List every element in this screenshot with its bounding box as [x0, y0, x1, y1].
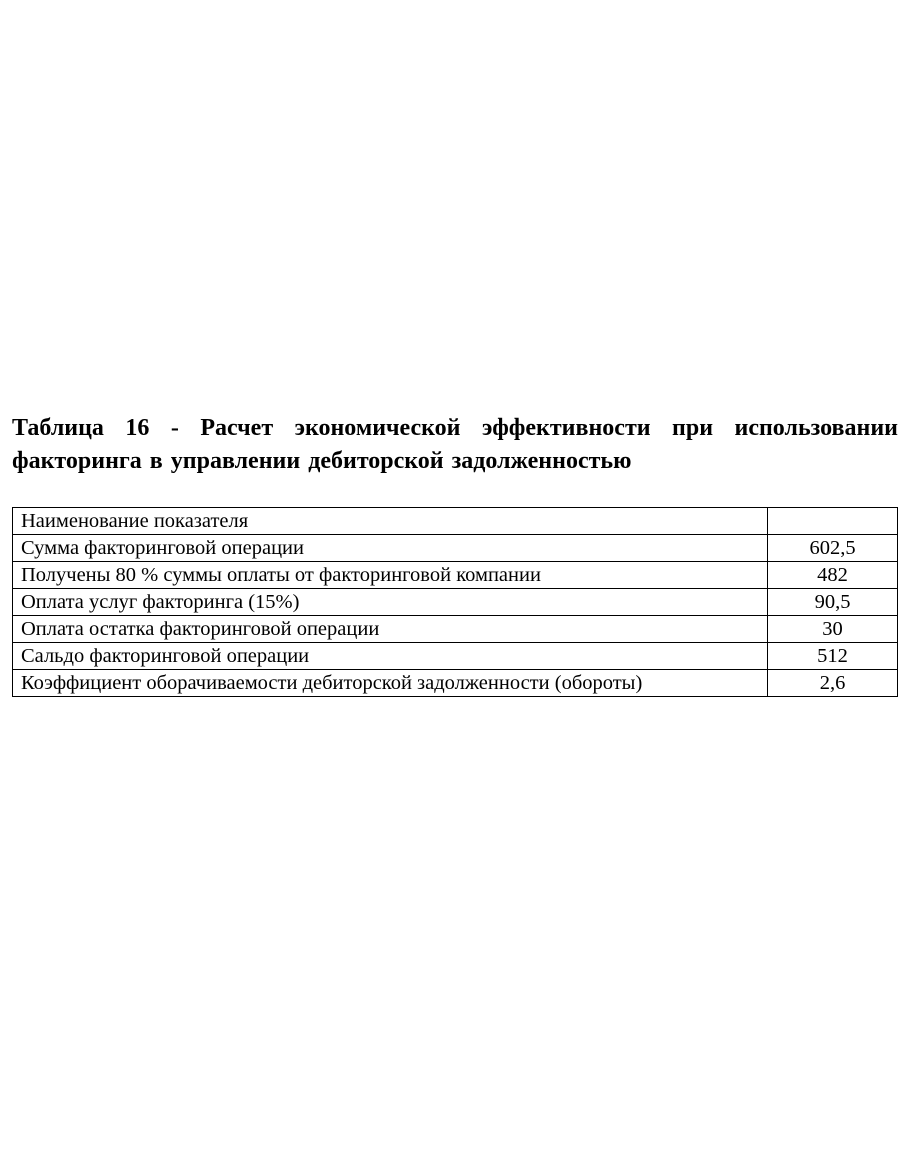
row-name-cell: Оплата остатка факторинговой операции: [13, 616, 768, 643]
row-value-cell: 482: [768, 562, 898, 589]
table-row: [13, 670, 898, 697]
header-cell-value: [768, 508, 898, 535]
header-cell-name: Наименование показателя: [13, 508, 768, 535]
indicator-table: [12, 507, 898, 697]
row-name-cell: Сумма факторинговой операции: [13, 535, 768, 562]
table-row: [13, 562, 898, 589]
row-value-cell: 90,5: [768, 589, 898, 616]
table-row: [13, 589, 898, 616]
row-name-cell: Оплата услуг факторинга (15%): [13, 589, 768, 616]
row-value-cell: 602,5: [768, 535, 898, 562]
table-row: [13, 616, 898, 643]
table-header-row: [13, 508, 898, 535]
table-row: [13, 535, 898, 562]
row-name-cell: Коэффициент оборачиваемости дебиторской задолженности (обороты): [13, 670, 768, 697]
row-value-cell: 512: [768, 643, 898, 670]
row-name-cell: Получены 80 % суммы оплаты от факторинговой компании: [13, 562, 768, 589]
table-row: [13, 643, 898, 670]
table-caption: Таблица 16 - Расчет экономической эффективности при использовании факторинга в управлении дебиторской задолженностью: [12, 415, 898, 474]
row-value-cell: 2,6: [768, 670, 898, 697]
row-name-cell: Сальдо факторинговой операции: [13, 643, 768, 670]
row-value-cell: 30: [768, 616, 898, 643]
document-body: [12, 412, 898, 697]
